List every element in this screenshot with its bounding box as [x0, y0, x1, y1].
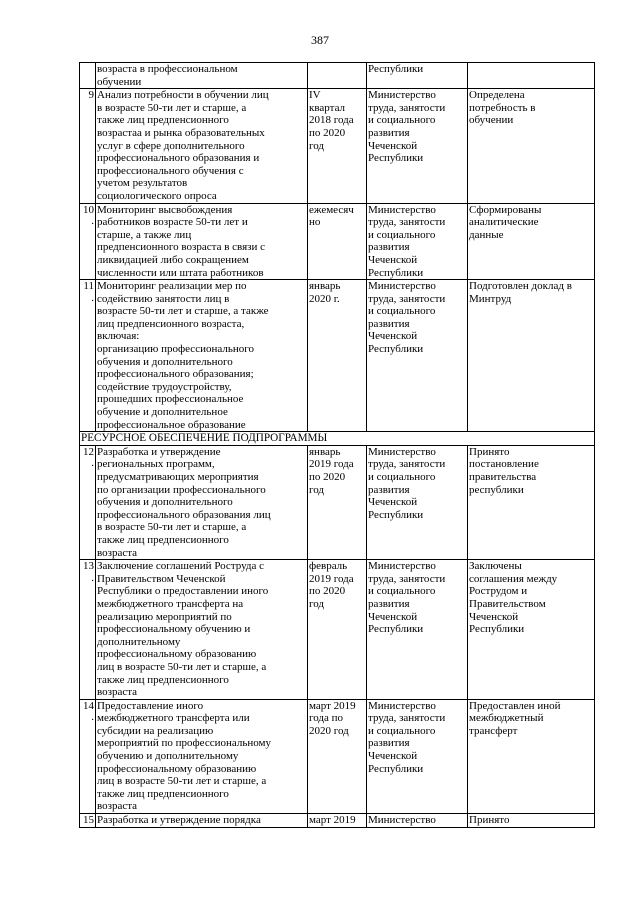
- row-number-dot: .: [91, 291, 94, 304]
- activity-cell: возраста в профессиональном обучении: [96, 63, 308, 89]
- section-row: [80, 432, 595, 446]
- responsible-cell: Министерство: [367, 814, 468, 828]
- table-row: [80, 445, 595, 559]
- term-cell: февраль 2019 года по 2020 год: [308, 560, 367, 700]
- result-cell: Сформированы аналитические данные: [468, 203, 595, 280]
- activity-cell: Заключение соглашений Роструда с Правительством Чеченской Республики о предоставлении иного межбюджетного трансферта на реализацию мероприятий по профессиональному обучению и дополнительному профессиональному образованию лиц в возрасте 50-ти лет и старше, а также лиц предпенсионного возраста: [96, 560, 308, 700]
- result-cell: Заключены соглашения между Рострудом и Правительством Чеченской Республики: [468, 560, 595, 700]
- table-row: [80, 699, 595, 813]
- row-number: [80, 699, 96, 813]
- table-row: [80, 203, 595, 280]
- responsible-cell: Министерство труда, занятости и социального развития Чеченской Республики: [367, 89, 468, 203]
- result-cell: [468, 63, 595, 89]
- row-number-value: 10: [83, 203, 94, 216]
- responsible-cell: Министерство труда, занятости и социального развития Чеченской Республики: [367, 203, 468, 280]
- term-cell: IV квартал 2018 года по 2020 год: [308, 89, 367, 203]
- row-number: [80, 203, 96, 280]
- responsible-cell: Республики: [367, 63, 468, 89]
- row-number-value: 15: [83, 814, 94, 827]
- measures-table: [79, 62, 595, 828]
- result-cell: Принято: [468, 814, 595, 828]
- activity-cell: Мониторинг высвобождения работников возрасте 50-ти лет и старше, а также лиц предпенсионного возраста в связи с ликвидацией либо сокращением численности или штата работников: [96, 203, 308, 280]
- table-row: [80, 280, 595, 432]
- table-body-bottom: [80, 445, 595, 827]
- term-cell: март 2019: [308, 814, 367, 828]
- row-number-value: 11: [83, 280, 94, 293]
- activity-cell: Разработка и утверждение порядка: [96, 814, 308, 828]
- term-cell: январь 2019 года по 2020 год: [308, 445, 367, 559]
- activity-cell: Разработка и утверждение региональных программ, предусматривающих мероприятия по организации профессионального обучения и дополнительного профессионального образования лиц в возрасте 50-ти лет и старше, а также лиц предпенсионного возраста: [96, 445, 308, 559]
- activity-cell: Предоставление иного межбюджетного трансферта или субсидии на реализацию мероприятий по профессиональному обучению и дополнительному профессиональному образованию лиц в возрасте 50-ти лет и старше, а также лиц предпенсионного возраста: [96, 699, 308, 813]
- row-number-value: 12: [83, 445, 94, 458]
- term-cell: январь 2020 г.: [308, 280, 367, 432]
- table-row: [80, 560, 595, 700]
- result-cell: Определена потребность в обучении: [468, 89, 595, 203]
- row-number: [80, 89, 96, 203]
- row-number-dot: .: [91, 711, 94, 724]
- row-number-value: 9: [88, 89, 94, 102]
- activity-cell: Анализ потребности в обучении лиц в возрасте 50-ти лет и старше, а также лиц предпенсионного возрастаа и рынка образовательных услуг в сфере дополнительного профессионального образования и профессионального обучения с учетом результатов социологического опроса: [96, 89, 308, 203]
- row-number-dot: .: [91, 571, 94, 584]
- row-number-dot: .: [91, 215, 94, 228]
- responsible-cell: Министерство труда, занятости и социального развития Чеченской Республики: [367, 560, 468, 700]
- term-cell: [308, 63, 367, 89]
- row-number: [80, 280, 96, 432]
- table-row: [80, 89, 595, 203]
- term-cell: март 2019 года по 2020 год: [308, 699, 367, 813]
- row-number: [80, 560, 96, 700]
- table-row-continued: [80, 63, 595, 89]
- responsible-cell: Министерство труда, занятости и социального развития Чеченской Республики: [367, 699, 468, 813]
- row-number-value: 13: [83, 560, 94, 573]
- section-header-body: [80, 432, 595, 446]
- result-cell: Предоставлен иной межбюджетный трансферт: [468, 699, 595, 813]
- responsible-cell: Министерство труда, занятости и социального развития Чеченской Республики: [367, 280, 468, 432]
- page-number: 387: [311, 33, 329, 47]
- table-body-top: [80, 63, 595, 432]
- term-cell: ежемесяч но: [308, 203, 367, 280]
- table-row: [80, 814, 595, 828]
- responsible-cell: Министерство труда, занятости и социального развития Чеченской Республики: [367, 445, 468, 559]
- row-number: [80, 63, 96, 89]
- result-cell: Подготовлен доклад в Минтруд: [468, 280, 595, 432]
- result-cell: Принято постановление правительства республики: [468, 445, 595, 559]
- activity-cell: Мониторинг реализации мер по содействию занятости лиц в возрасте 50-ти лет и старше, а также лиц предпенсионного возраста, включая: организацию профессионального обучения и дополнительного профессионального образования; содействие трудоустройству, прошедших профессиональное обучение и дополнительное профессиональное образование: [96, 280, 308, 432]
- section-title: РЕСУРСНОЕ ОБЕСПЕЧЕНИЕ ПОДПРОГРАММЫ: [80, 432, 595, 446]
- row-number-value: 14: [83, 699, 94, 712]
- row-number: [80, 814, 96, 828]
- row-number: [80, 445, 96, 559]
- row-number-dot: .: [91, 457, 94, 470]
